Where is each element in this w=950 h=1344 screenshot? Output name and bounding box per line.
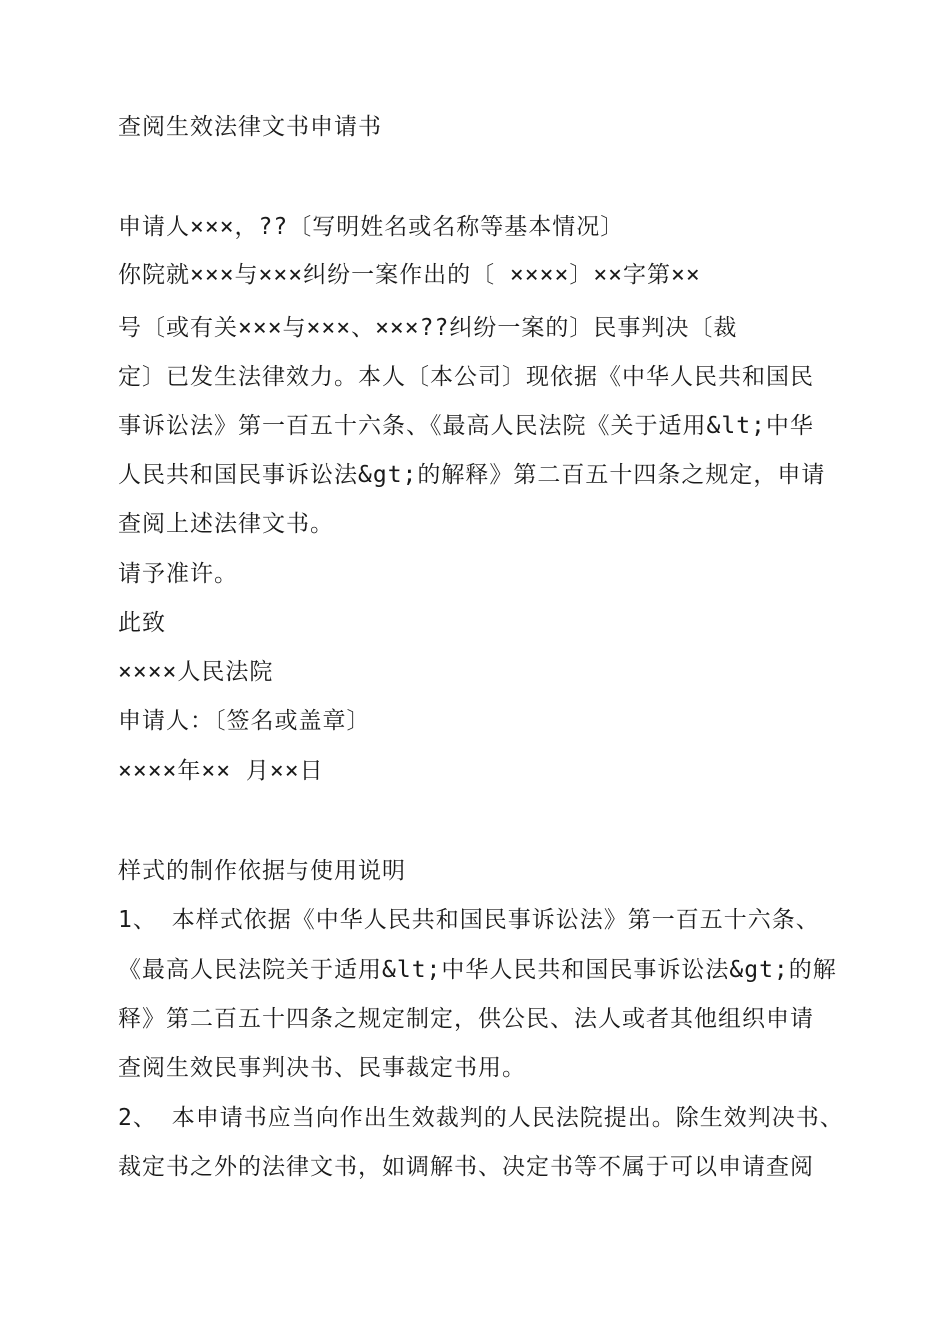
instructions-heading: 样式的制作依据与使用说明	[118, 858, 406, 884]
instruction-item-1-line: 1、 本样式依据《中华人民共和国民事诉讼法》第一百五十六条、	[118, 907, 820, 933]
instruction-item-1-line: 释》第二百五十四条之规定制定，供公民、法人或者其他组织申请	[118, 1006, 814, 1032]
instruction-item-1-line: 查阅生效民事判决书、民事裁定书用。	[118, 1055, 526, 1081]
body-line: 你院就×××与×××纠纷一案作出的〔 ××××〕××字第××	[118, 262, 701, 288]
salutation-line: 此致	[118, 610, 166, 636]
body-line: 事诉讼法》第一百五十六条、《最高人民法院《关于适用&lt;中华	[118, 413, 814, 439]
instruction-item-2-line: 裁定书之外的法律文书，如调解书、决定书等不属于可以申请查阅	[118, 1154, 814, 1180]
body-line: 号〔或有关×××与×××、×××??纠纷一案的〕民事判决〔裁	[118, 315, 738, 341]
applicant-line: 申请人×××，??〔写明姓名或名称等基本情况〕	[118, 214, 625, 240]
body-line: 定〕已发生法律效力。本人〔本公司〕现依据《中华人民共和国民	[118, 364, 814, 390]
body-line: 查阅上述法律文书。	[118, 511, 334, 537]
signature-line: 申请人：〔签名或盖章〕	[118, 708, 371, 734]
request-line: 请予准许。	[118, 561, 238, 587]
date-line: ××××年×× 月××日	[118, 758, 324, 784]
document-title: 查阅生效法律文书申请书	[118, 114, 382, 140]
body-line: 人民共和国民事诉讼法&gt;的解释》第二百五十四条之规定，申请	[118, 462, 826, 488]
instruction-item-1-line: 《最高人民法院关于适用&lt;中华人民共和国民事诉讼法&gt;的解	[118, 957, 837, 983]
instruction-item-2-line: 2、 本申请书应当向作出生效裁判的人民法院提出。除生效判决书、	[118, 1105, 844, 1131]
court-line: ××××人民法院	[118, 659, 274, 685]
